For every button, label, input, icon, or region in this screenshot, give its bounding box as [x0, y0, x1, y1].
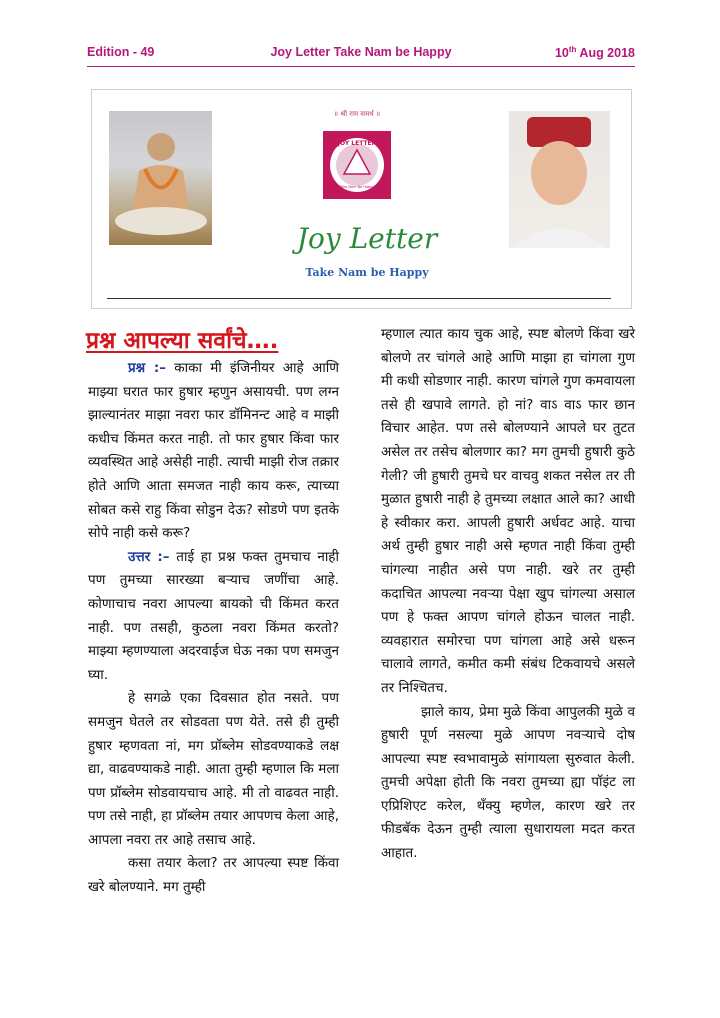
article-column-right — [381, 323, 635, 866]
article-column-left — [88, 357, 339, 900]
svg-text:Take Nam Be Happy: Take Nam Be Happy — [339, 185, 375, 189]
body-paragraph: कसा तयार केला? तर आपल्या स्पष्ट किंवा खरे बोलण्याने. मग तुम्ही — [88, 855, 339, 896]
body-paragraph: हे सगळे एका दिवसात होत नसते. पण समजुन घेतले तर सोडवता पण येते. तसे ही तुम्ही हुषार म्हणवता नां, मग प्रॉब्लेम सोडवण्याकडे लक्ष द्या, वाढवण्याकडे नाही. आता तुम्ही म्हणाल कि मला पण प्रॉब्लेम सोडवायचाच आहे. मी तो वाढवत नाही. पण तसे नाही, हा प्रॉब्लेम तयार आपणच केला आहे, आपला नवरा तर आहे तसाच आहे. — [88, 690, 339, 848]
answer-label: उत्तर :– — [128, 548, 170, 565]
seated-figure-illustration — [109, 111, 212, 245]
saint-photo — [109, 111, 212, 245]
answer-paragraph: उत्तर :– ताई हा प्रश्न फक्त तुमचाच नाही पण तुमच्या सारख्या बऱ्याच जणींचा आहे. कोणाचाच नवरा आपल्या बायको ची किंमत करत नाही. पण तसही, कुठला नवरा किंमत करतो? माझ्या म्हणण्याला अदरवाईज घेऊ नका पण समजुन घ्या. — [88, 548, 339, 683]
brand-wordmark: Joy Letter — [296, 222, 438, 255]
portrait-illustration — [509, 111, 610, 248]
edition-label: Edition - 49 — [87, 45, 155, 59]
issue-date: 10th Aug 2018 — [554, 45, 635, 61]
mantra-text: ॥ श्री राम समर्थ ॥ — [333, 110, 381, 118]
joy-letter-logo — [322, 130, 392, 200]
question-label: प्रश्न :– — [128, 360, 167, 376]
body-paragraph: झाले काय, प्रेमा मुळे किंवा आपुलकी मुळे व हुषारी पूर्ण नसल्या मुळे आपण नवऱ्याचे दोष आपल्या स्पष्ट स्वभावामुळे सांगायला सुरुवात केली. तुमची अपेक्षा होती कि नवरा तुमच्या ह्या पॉइंट ला एप्रिशिएट करेल, थँक्यु म्हणेल, कारण खरे तर फीडबॅक देऊन तुम्ही त्याला सुधारायला मदत करत आहात. — [381, 703, 635, 862]
page-header — [87, 43, 635, 63]
newsletter-title: Joy Letter Take Nam be Happy — [270, 45, 452, 59]
article-title: प्रश्न आपल्या सर्वांचे…. — [86, 328, 279, 354]
masthead-banner — [91, 89, 632, 309]
banner-divider — [107, 298, 611, 299]
question-paragraph: प्रश्न :– काका मी इंजिनीयर आहे आणि माझ्या घरात फार हुषार म्हणुन असायची. पण लग्न झाल्यानंतर माझा नवरा फार डॉमिनन्ट आहे व माझी कधीच किंमत करत नाही. तो फार हुषार किंवा फार व्यवस्थित आहे असेही नाही. त्याची माझी रोज तक्रार होते आणि आता समजत नाही काय करू, त्याच्या सोबत कसे राहु किंवा सोडुन देऊ? सोडणे पण इतके सोपे नाही कसे करू? — [88, 360, 340, 542]
svg-text:JOY LETTER: JOY LETTER — [337, 140, 377, 147]
brand-tagline: Take Nam be Happy — [305, 266, 429, 279]
body-paragraph: म्हणाल त्यात काय चुक आहे, स्पष्ट बोलणे किंवा खरे बोलणे तर चांगले आहे आणि माझा हा चांगला गुण मी कधी सोडणार नाही. कारण चांगले गुण कमवायला तसे ही खपावे लागते. हो नां? वाऽ वाऽ फार छान विचार आहेत. पण तसे बोलण्याने आपले घर तुटत असेल तर तसेच बोलणार का? मग तुमची हुषारी कुठे गेली? जी हुषारी तुमचे घर वाचवु शकत नसेल तर ती मुळात हुषारी नाही हे तुमच्या लक्षात आले का? आधी हे स्वीकार करा. आपली हुषारी अर्धवट आहे. याचा अर्थ तुम्ही हुषार नाही असे म्हणत नाही किंवा तुम्ही चांगल्या नाहीत असे पण नाही. खरे तर तुम्ही कदाचित आपल्या नवऱ्या पेक्षा खुप चांगल्या असाल पण हे फक्त आपण चांगले होऊन चालत नाही. व्यवहारात समोरचा पण चांगला आहे असे धरून चालावे लागते, कमीत कमी संबंध टिकवायचे असले तर निश्चितच. — [381, 326, 635, 696]
author-photo — [509, 111, 610, 248]
header-divider — [87, 66, 635, 67]
